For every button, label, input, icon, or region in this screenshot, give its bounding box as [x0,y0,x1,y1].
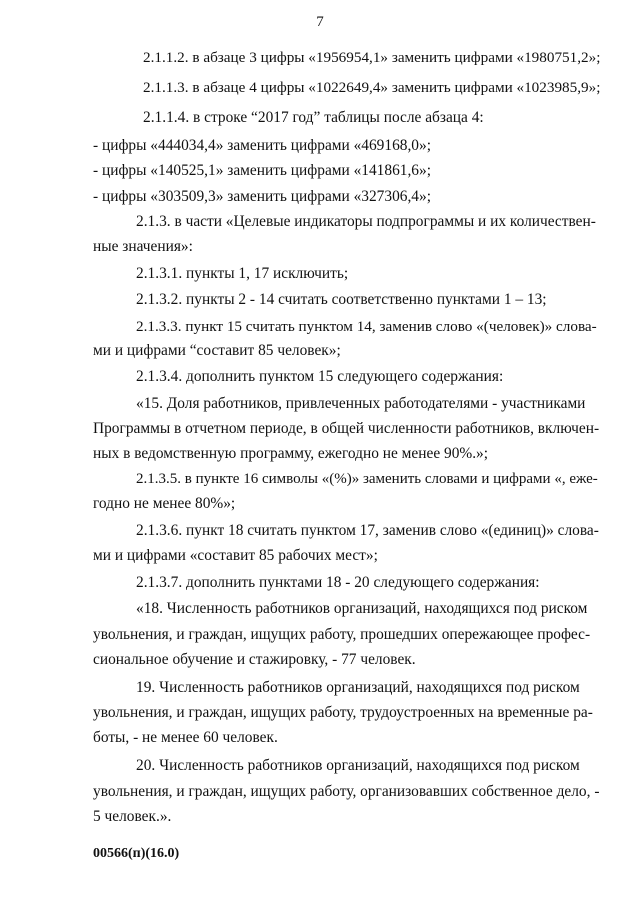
text-line: увольнения, и граждан, ищущих работу, прошедших опережающее профес- [93,626,591,643]
text-line: 2.1.1.2. в абзаце 3 цифры «1956954,1» заменить цифрами «1980751,2»; [143,49,601,66]
text-line: 2.1.3.7. дополнить пунктами 18 - 20 следующего содержания: [136,574,540,591]
text-line: ми и цифрами «составит 85 рабочих мест»; [93,547,378,564]
page-number: 7 [316,14,324,30]
text-line: ные значения»: [93,238,193,255]
text-line: боты, - не менее 60 человек. [93,729,278,746]
text-line: 2.1.3.5. в пункте 16 символы «(%)» заменить словами и цифрами «, еже- [136,471,598,487]
text-line: - цифры «303509,3» заменить цифрами «327306,4»; [93,188,431,205]
text-line: «18. Численность работников организаций, находящихся под риском [136,600,588,617]
text-line: 2.1.1.3. в абзаце 4 цифры «1022649,4» заменить цифрами «1023985,9»; [143,79,601,96]
text-line: - цифры «444034,4» заменить цифрами «469168,0»; [93,137,431,154]
text-line: 2.1.3.1. пункты 1, 17 исключить; [136,265,349,282]
document-code: 00566(п)(16.0) [93,846,180,861]
text-line: 2.1.1.4. в строке “2017 год” таблицы после абзаца 4: [143,109,484,126]
text-line: 2.1.3. в части «Целевые индикаторы подпрограммы и их количествен- [136,213,596,230]
text-line: 2.1.3.4. дополнить пунктом 15 следующего содержания: [136,368,504,385]
text-line: сиональное обучение и стажировку, - 77 человек. [93,651,416,668]
text-line: увольнения, и граждан, ищущих работу, трудоустроенных на временные ра- [93,704,593,721]
text-line: увольнения, и граждан, ищущих работу, организовавших собственное дело, - [93,783,600,800]
text-line: 20. Численность работников организаций, находящихся под риском [136,757,580,774]
text-line: 2.1.3.3. пункт 15 считать пунктом 14, заменив слово «(человек)» слова- [136,318,597,335]
text-line: «15. Доля работников, привлеченных работодателями - участниками [136,395,586,412]
text-line: 19. Численность работников организаций, находящихся под риском [136,679,580,696]
text-line: 2.1.3.2. пункты 2 - 14 считать соответственно пунктами 1 – 13; [136,291,547,308]
text-line: годно не менее 80%»; [93,495,236,512]
text-line: ми и цифрами “составит 85 человек»; [93,342,341,359]
text-line: ных в ведомственную программу, ежегодно не менее 90%.»; [93,445,489,462]
text-line: - цифры «140525,1» заменить цифрами «141861,6»; [93,162,431,179]
text-line: 2.1.3.6. пункт 18 считать пунктом 17, заменив слово «(единиц)» слова- [136,522,599,539]
text-line: 5 человек.». [93,808,172,825]
text-line: Программы в отчетном периоде, в общей численности работников, включен- [93,420,600,437]
